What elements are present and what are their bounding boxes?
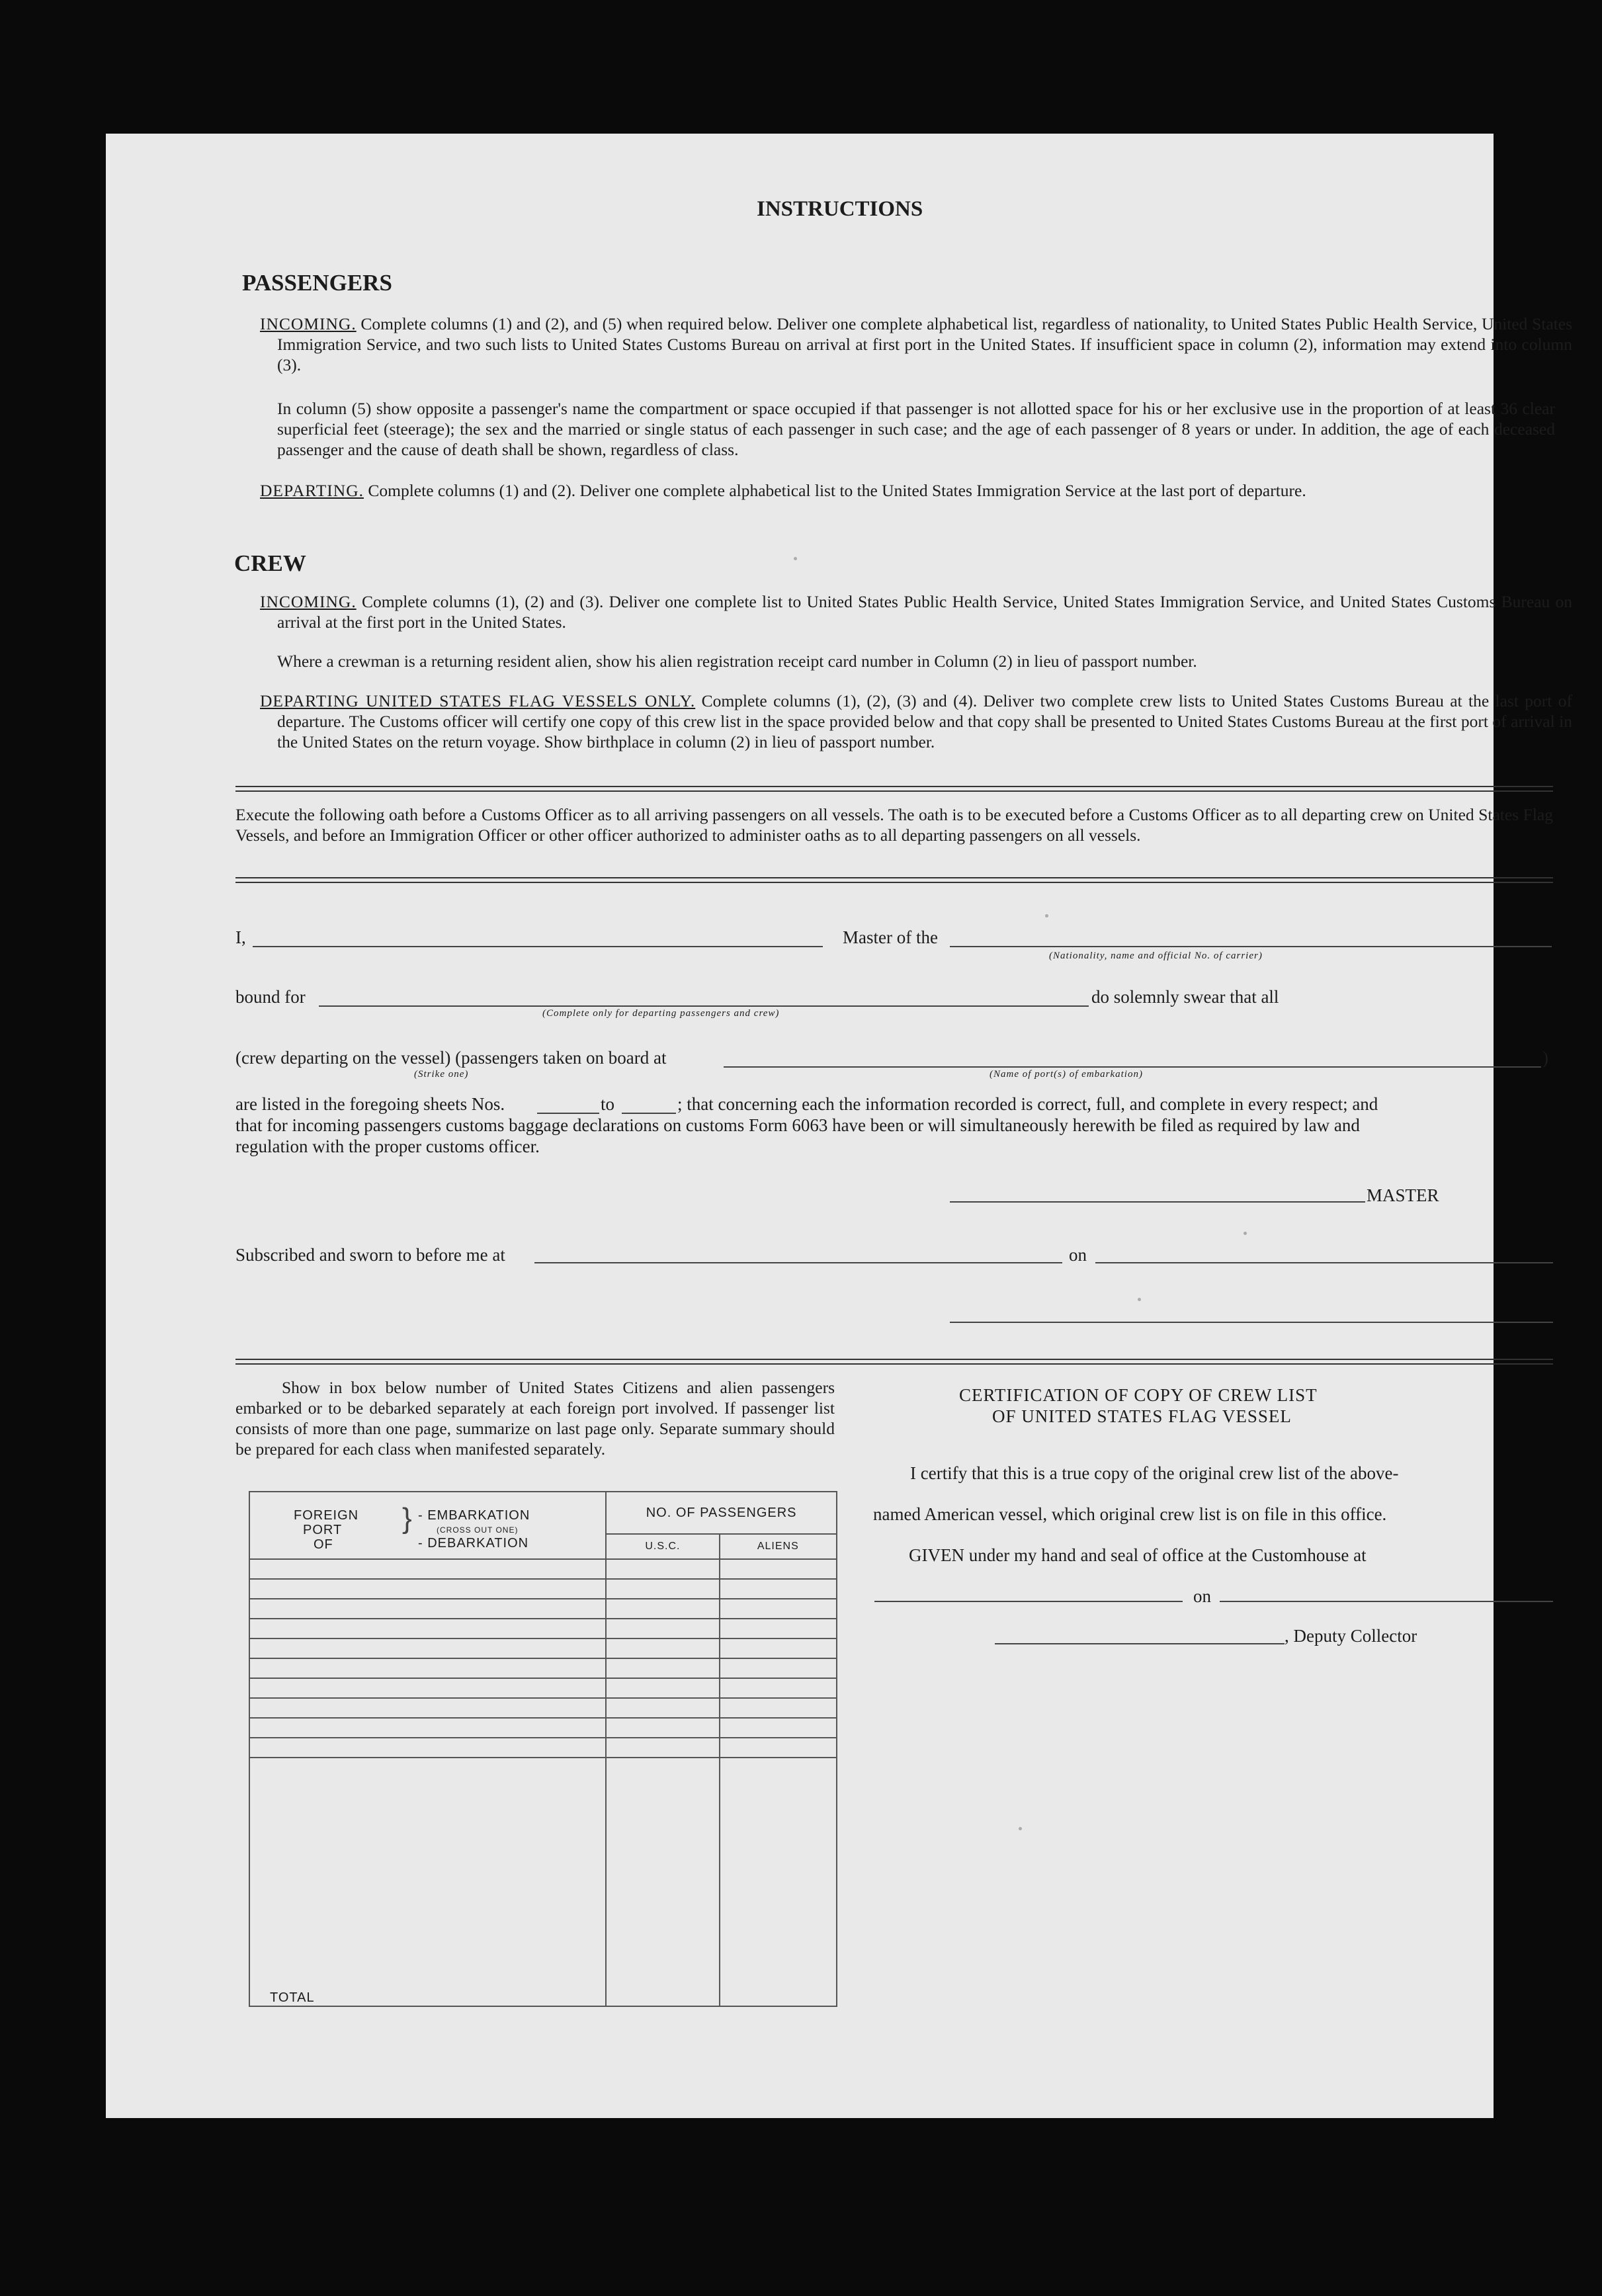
usc-cell[interactable] xyxy=(606,1698,719,1718)
aliens-cell[interactable] xyxy=(720,1559,837,1579)
aliens-cell[interactable] xyxy=(720,1698,837,1718)
usc-cell[interactable] xyxy=(606,1718,719,1738)
oath-instruction: Execute the following oath before a Customs Officer as to all arriving passengers on all vessels. The oath is to be executed before a Customs Officer as to all departing crew on United States Flag Vessels, and before an Immigration Officer or other officer authorized to administer oaths as to all departing passengers on all vessels. xyxy=(235,805,1553,845)
sheet-to-field[interactable] xyxy=(622,1113,676,1114)
crew-incoming-text: Complete columns (1), (2) and (3). Deliver one complete list to United States Public Health Service, United States Immigration Service, and United States Customs Bureau on arrival at the first port in the United States. xyxy=(277,592,1573,632)
listed-to: to xyxy=(601,1094,615,1114)
aliens-cell[interactable] xyxy=(720,1579,837,1599)
certification-title-1: CERTIFICATION OF COPY OF CREW LIST xyxy=(959,1385,1318,1405)
divider xyxy=(235,877,1553,883)
passengers-departing-paragraph xyxy=(260,480,1572,501)
aliens-cell[interactable] xyxy=(720,1678,837,1698)
aliens-cell[interactable] xyxy=(720,1658,837,1678)
aliens-header: ALIENS xyxy=(720,1534,837,1559)
port-cell[interactable] xyxy=(249,1559,606,1579)
usc-cell[interactable] xyxy=(606,1658,719,1678)
bound-for-field[interactable] xyxy=(319,1005,1089,1007)
passengers-heading: PASSENGERS xyxy=(242,270,392,296)
officer-signature-field[interactable] xyxy=(950,1322,1553,1323)
passenger-summary-table xyxy=(249,1491,837,2007)
passengers-column5-paragraph: In column (5) show opposite a passenger's name the compartment or space occupied if that passenger is not allotted space for his or her exclusive use in the proportion of at least 36 clear superficial feet (steerage); the sex and the married or single status of each passenger in such case; and the age of each passenger of 8 years or under. In addition, the age of each deceased passenger and the cause of death shall be shown, regardless of class. xyxy=(277,399,1555,459)
usc-cell[interactable] xyxy=(606,1738,719,1758)
foreign-label: FOREIGN xyxy=(294,1508,359,1523)
bound-for: bound for xyxy=(235,987,306,1007)
usc-cell[interactable] xyxy=(606,1579,719,1599)
speck xyxy=(1244,1232,1247,1235)
table-row xyxy=(249,1559,837,1579)
usc-cell[interactable] xyxy=(606,1559,719,1579)
speck xyxy=(1138,1298,1141,1301)
certification-title-2: OF UNITED STATES FLAG VESSEL xyxy=(992,1406,1292,1426)
usc-cell[interactable] xyxy=(606,1599,719,1619)
form-page xyxy=(106,134,1573,2118)
carrier-caption: (Nationality, name and official No. of carrier) xyxy=(1049,951,1263,961)
port-label: PORT xyxy=(303,1523,343,1537)
total-label: TOTAL xyxy=(249,1758,606,2006)
given-line: GIVEN under my hand and seal of office at the Customhouse at xyxy=(909,1545,1367,1565)
listed-b: ; that concerning each the information recorded is correct, full, and complete in every respect; and xyxy=(677,1094,1378,1114)
table-row xyxy=(249,1738,837,1758)
close-paren: ) xyxy=(1542,1048,1548,1068)
port-header: FOREIGN PORT OF } - EMBARKATION (CROSS OUT ONE) - DEBARKATION xyxy=(249,1492,606,1559)
speck xyxy=(794,557,797,560)
listed-a: are listed in the foregoing sheets Nos. xyxy=(235,1094,505,1114)
usc-total-cell[interactable] xyxy=(606,1758,719,2006)
port-cell[interactable] xyxy=(249,1619,606,1638)
aliens-cell[interactable] xyxy=(720,1638,837,1658)
deputy-collector-label: , Deputy Collector xyxy=(1285,1626,1417,1646)
usc-cell[interactable] xyxy=(606,1619,719,1638)
listed-d: regulation with the proper customs officer. xyxy=(235,1136,540,1156)
master-name-field[interactable] xyxy=(253,946,823,947)
port-cell[interactable] xyxy=(249,1599,606,1619)
subscribed-date-field[interactable] xyxy=(1095,1262,1553,1263)
passengers-incoming-label: INCOMING. xyxy=(260,314,357,333)
carrier-field[interactable] xyxy=(950,946,1552,947)
oath-i: I, xyxy=(235,927,246,947)
port-cell[interactable] xyxy=(249,1658,606,1678)
port-cell[interactable] xyxy=(249,1678,606,1698)
divider xyxy=(235,1359,1553,1365)
summary-instruction: Show in box below number of United States Citizens and alien passengers embarked or to be debarked separately at each foreign port involved. If passenger list consists of more than one page, summarize on last page only. Separate summary should be prepared for each class when manifested separately. xyxy=(235,1378,835,1459)
certify-line-2: named American vessel, which original crew list is on file in this office. xyxy=(873,1504,1387,1524)
customhouse-field[interactable] xyxy=(874,1601,1183,1602)
table-row xyxy=(249,1579,837,1599)
table-row xyxy=(249,1619,837,1638)
page-title: INSTRUCTIONS xyxy=(757,197,923,221)
passengers-incoming-paragraph xyxy=(260,314,1572,375)
certify-line-1: I certify that this is a true copy of the original crew list of the above- xyxy=(910,1463,1399,1483)
port-caption: (Name of port(s) of embarkation) xyxy=(990,1069,1143,1080)
usc-cell[interactable] xyxy=(606,1638,719,1658)
subscribed-place-field[interactable] xyxy=(534,1262,1062,1263)
deputy-signature-field[interactable] xyxy=(995,1643,1285,1644)
crew-incoming-paragraph xyxy=(260,591,1572,632)
table-row xyxy=(249,1658,837,1678)
debarkation-label: - DEBARKATION xyxy=(418,1536,529,1551)
aliens-total-cell[interactable] xyxy=(720,1758,837,2006)
table-row xyxy=(249,1599,837,1619)
crew-departing-label: DEPARTING UNITED STATES FLAG VESSELS ONLY. xyxy=(260,691,696,710)
cross-out-label: (CROSS OUT ONE) xyxy=(437,1525,519,1535)
table-row xyxy=(249,1718,837,1738)
subscribed-text: Subscribed and sworn to before me at xyxy=(235,1245,505,1265)
aliens-cell[interactable] xyxy=(720,1718,837,1738)
master-of-the: Master of the xyxy=(843,927,938,947)
strike-one-caption: (Strike one) xyxy=(414,1069,469,1080)
embarkation-port-field[interactable] xyxy=(724,1066,1541,1068)
no-passengers-header: NO. OF PASSENGERS xyxy=(606,1492,837,1534)
embarkation-label: - EMBARKATION xyxy=(418,1508,530,1523)
master-label: MASTER xyxy=(1367,1185,1439,1205)
port-cell[interactable] xyxy=(249,1698,606,1718)
subscribed-on: on xyxy=(1069,1245,1087,1265)
master-signature-field[interactable] xyxy=(950,1201,1365,1203)
table-row xyxy=(249,1698,837,1718)
passengers-incoming-text: Complete columns (1) and (2), and (5) when required below. Deliver one complete alphabetical list, regardless of nationality, to United States Public Health Service, United States Immigration Service, and two such lists to United States Customs Bureau on arrival at first port in the United States. If insufficient space in column (2), information may extend into column (3). xyxy=(277,314,1572,374)
crew-resident-paragraph: Where a crewman is a returning resident alien, show his alien registration receipt card number in Column (2) in lieu of passport number. xyxy=(277,652,1197,671)
aliens-cell[interactable] xyxy=(720,1599,837,1619)
certification-on: on xyxy=(1193,1586,1211,1606)
crew-departing-paragraph xyxy=(260,691,1572,752)
speck xyxy=(1045,914,1048,917)
port-cell[interactable] xyxy=(249,1718,606,1738)
port-cell[interactable] xyxy=(249,1738,606,1758)
usc-cell[interactable] xyxy=(606,1678,719,1698)
passengers-departing-label: DEPARTING. xyxy=(260,481,364,500)
certification-date-field[interactable] xyxy=(1220,1601,1553,1602)
port-cell[interactable] xyxy=(249,1579,606,1599)
crew-departing-text: Complete columns (1), (2), (3) and (4). Deliver two complete crew lists to United States Customs Bureau at the last port of departure. The Customs officer will certify one copy of this crew list in the space provided below and that copy shall be presented to United States Customs Bureau at the first port of arrival in the United States on the return voyage. Show birthplace in column (2) in lieu of passport number. xyxy=(277,691,1572,751)
usc-header: U.S.C. xyxy=(606,1534,719,1559)
crew-departing-line: (crew departing on the vessel) (passengers taken on board at xyxy=(235,1048,667,1068)
bound-caption: (Complete only for departing passengers and crew) xyxy=(542,1008,780,1019)
passengers-departing-text: Complete columns (1) and (2). Deliver one complete alphabetical list to the United States Immigration Service at the last port of departure. xyxy=(368,481,1306,500)
speck xyxy=(1019,1827,1022,1830)
crew-incoming-label: INCOMING. xyxy=(260,592,357,611)
crew-heading: CREW xyxy=(234,550,306,576)
aliens-cell[interactable] xyxy=(720,1738,837,1758)
divider xyxy=(235,786,1553,792)
port-cell[interactable] xyxy=(249,1638,606,1658)
of-label: OF xyxy=(314,1537,333,1552)
table-row xyxy=(249,1678,837,1698)
swear-text: do solemnly swear that all xyxy=(1091,987,1279,1007)
aliens-cell[interactable] xyxy=(720,1619,837,1638)
sheet-from-field[interactable] xyxy=(537,1113,599,1114)
listed-c: that for incoming passengers customs baggage declarations on customs Form 6063 have been or will simultaneously herewith be filed as required by law and xyxy=(235,1115,1360,1135)
total-row xyxy=(249,1758,837,2006)
table-row xyxy=(249,1638,837,1658)
